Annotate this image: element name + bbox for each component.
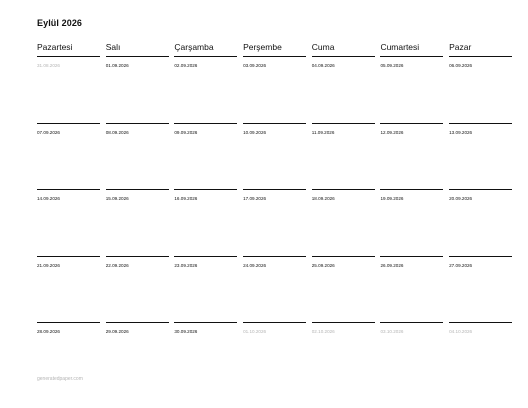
day-date-label: 08.09.2026 [105,129,129,135]
day-cell [174,124,237,191]
weekday-header: Pazar [449,40,512,57]
day-date-label: 19.09.2026 [380,196,404,201]
weekday-header-row [37,40,513,57]
day-cell [243,190,306,257]
day-cell [380,257,443,324]
day-cell [174,323,237,390]
day-date-label: 11.09.2026 [311,129,335,135]
week-row [37,57,513,124]
day-cell [37,57,100,124]
day-date-label: 23.09.2026 [174,262,198,268]
day-cell [449,124,512,191]
day-date-label: 03.10.2026 [380,329,404,334]
day-date-label: 09.09.2026 [174,129,198,135]
day-date-label: 10.09.2026 [243,129,267,135]
day-date-label: 28.09.2026 [37,329,60,334]
week-row [37,257,513,324]
day-cell [37,190,100,257]
day-date-label: 24.09.2026 [243,262,267,268]
weekday-header: Pazartesi [37,40,100,57]
day-date-label: 02.09.2026 [174,63,198,68]
day-date-label: 01.09.2026 [105,63,129,68]
day-cell [312,124,375,191]
day-cell [174,57,237,124]
day-cell [37,124,100,191]
weeks-container [37,57,513,390]
day-cell [449,323,512,390]
page-title: Eylül 2026 [37,18,83,28]
weekday-header: Cuma [312,40,375,57]
day-cell [106,190,169,257]
day-cell [106,124,169,191]
week-row [37,124,513,191]
day-date-label: 07.09.2026 [37,129,60,135]
day-cell [312,257,375,324]
day-date-label: 31.08.2026 [37,63,60,68]
day-date-label: 25.09.2026 [311,262,335,268]
day-date-label: 02.10.2026 [311,329,335,334]
day-cell [106,323,169,390]
day-cell [312,190,375,257]
week-row [37,323,513,390]
day-cell [243,257,306,324]
day-date-label: 29.09.2026 [105,329,129,334]
day-cell [106,257,169,324]
day-date-label: 27.09.2026 [449,262,473,268]
day-date-label: 06.09.2026 [449,63,473,68]
weekday-header: Çarşamba [174,40,237,57]
day-date-label: 04.09.2026 [311,63,335,68]
day-cell [312,323,375,390]
footer-credit: generatedpaper.com [37,376,83,382]
day-date-label: 14.09.2026 [37,196,60,201]
day-date-label: 03.09.2026 [243,63,267,68]
weekday-header: Perşembe [243,40,306,57]
day-date-label: 20.09.2026 [449,196,473,201]
day-cell [243,323,306,390]
day-date-label: 18.09.2026 [311,196,335,201]
day-date-label: 04.10.2026 [449,329,473,334]
day-cell [106,57,169,124]
day-cell [449,257,512,324]
day-cell [449,57,512,124]
day-date-label: 12.09.2026 [380,129,404,135]
day-cell [380,323,443,390]
day-cell [174,190,237,257]
day-cell [312,57,375,124]
day-date-label: 30.09.2026 [174,329,198,334]
day-cell [380,190,443,257]
calendar-grid [37,40,513,390]
day-date-label: 21.09.2026 [37,262,60,268]
day-cell [243,124,306,191]
day-cell [380,57,443,124]
day-date-label: 16.09.2026 [174,196,198,201]
day-cell [449,190,512,257]
week-row [37,190,513,257]
weekday-header: Cumartesi [380,40,443,57]
day-date-label: 05.09.2026 [380,63,404,68]
day-date-label: 15.09.2026 [105,196,129,201]
day-date-label: 13.09.2026 [449,129,473,135]
day-cell [174,257,237,324]
day-date-label: 17.09.2026 [243,196,267,201]
day-date-label: 22.09.2026 [105,262,129,268]
day-cell [380,124,443,191]
day-date-label: 26.09.2026 [380,262,404,268]
weekday-header: Salı [106,40,169,57]
day-cell [243,57,306,124]
day-date-label: 01.10.2026 [243,329,267,334]
day-cell [37,257,100,324]
